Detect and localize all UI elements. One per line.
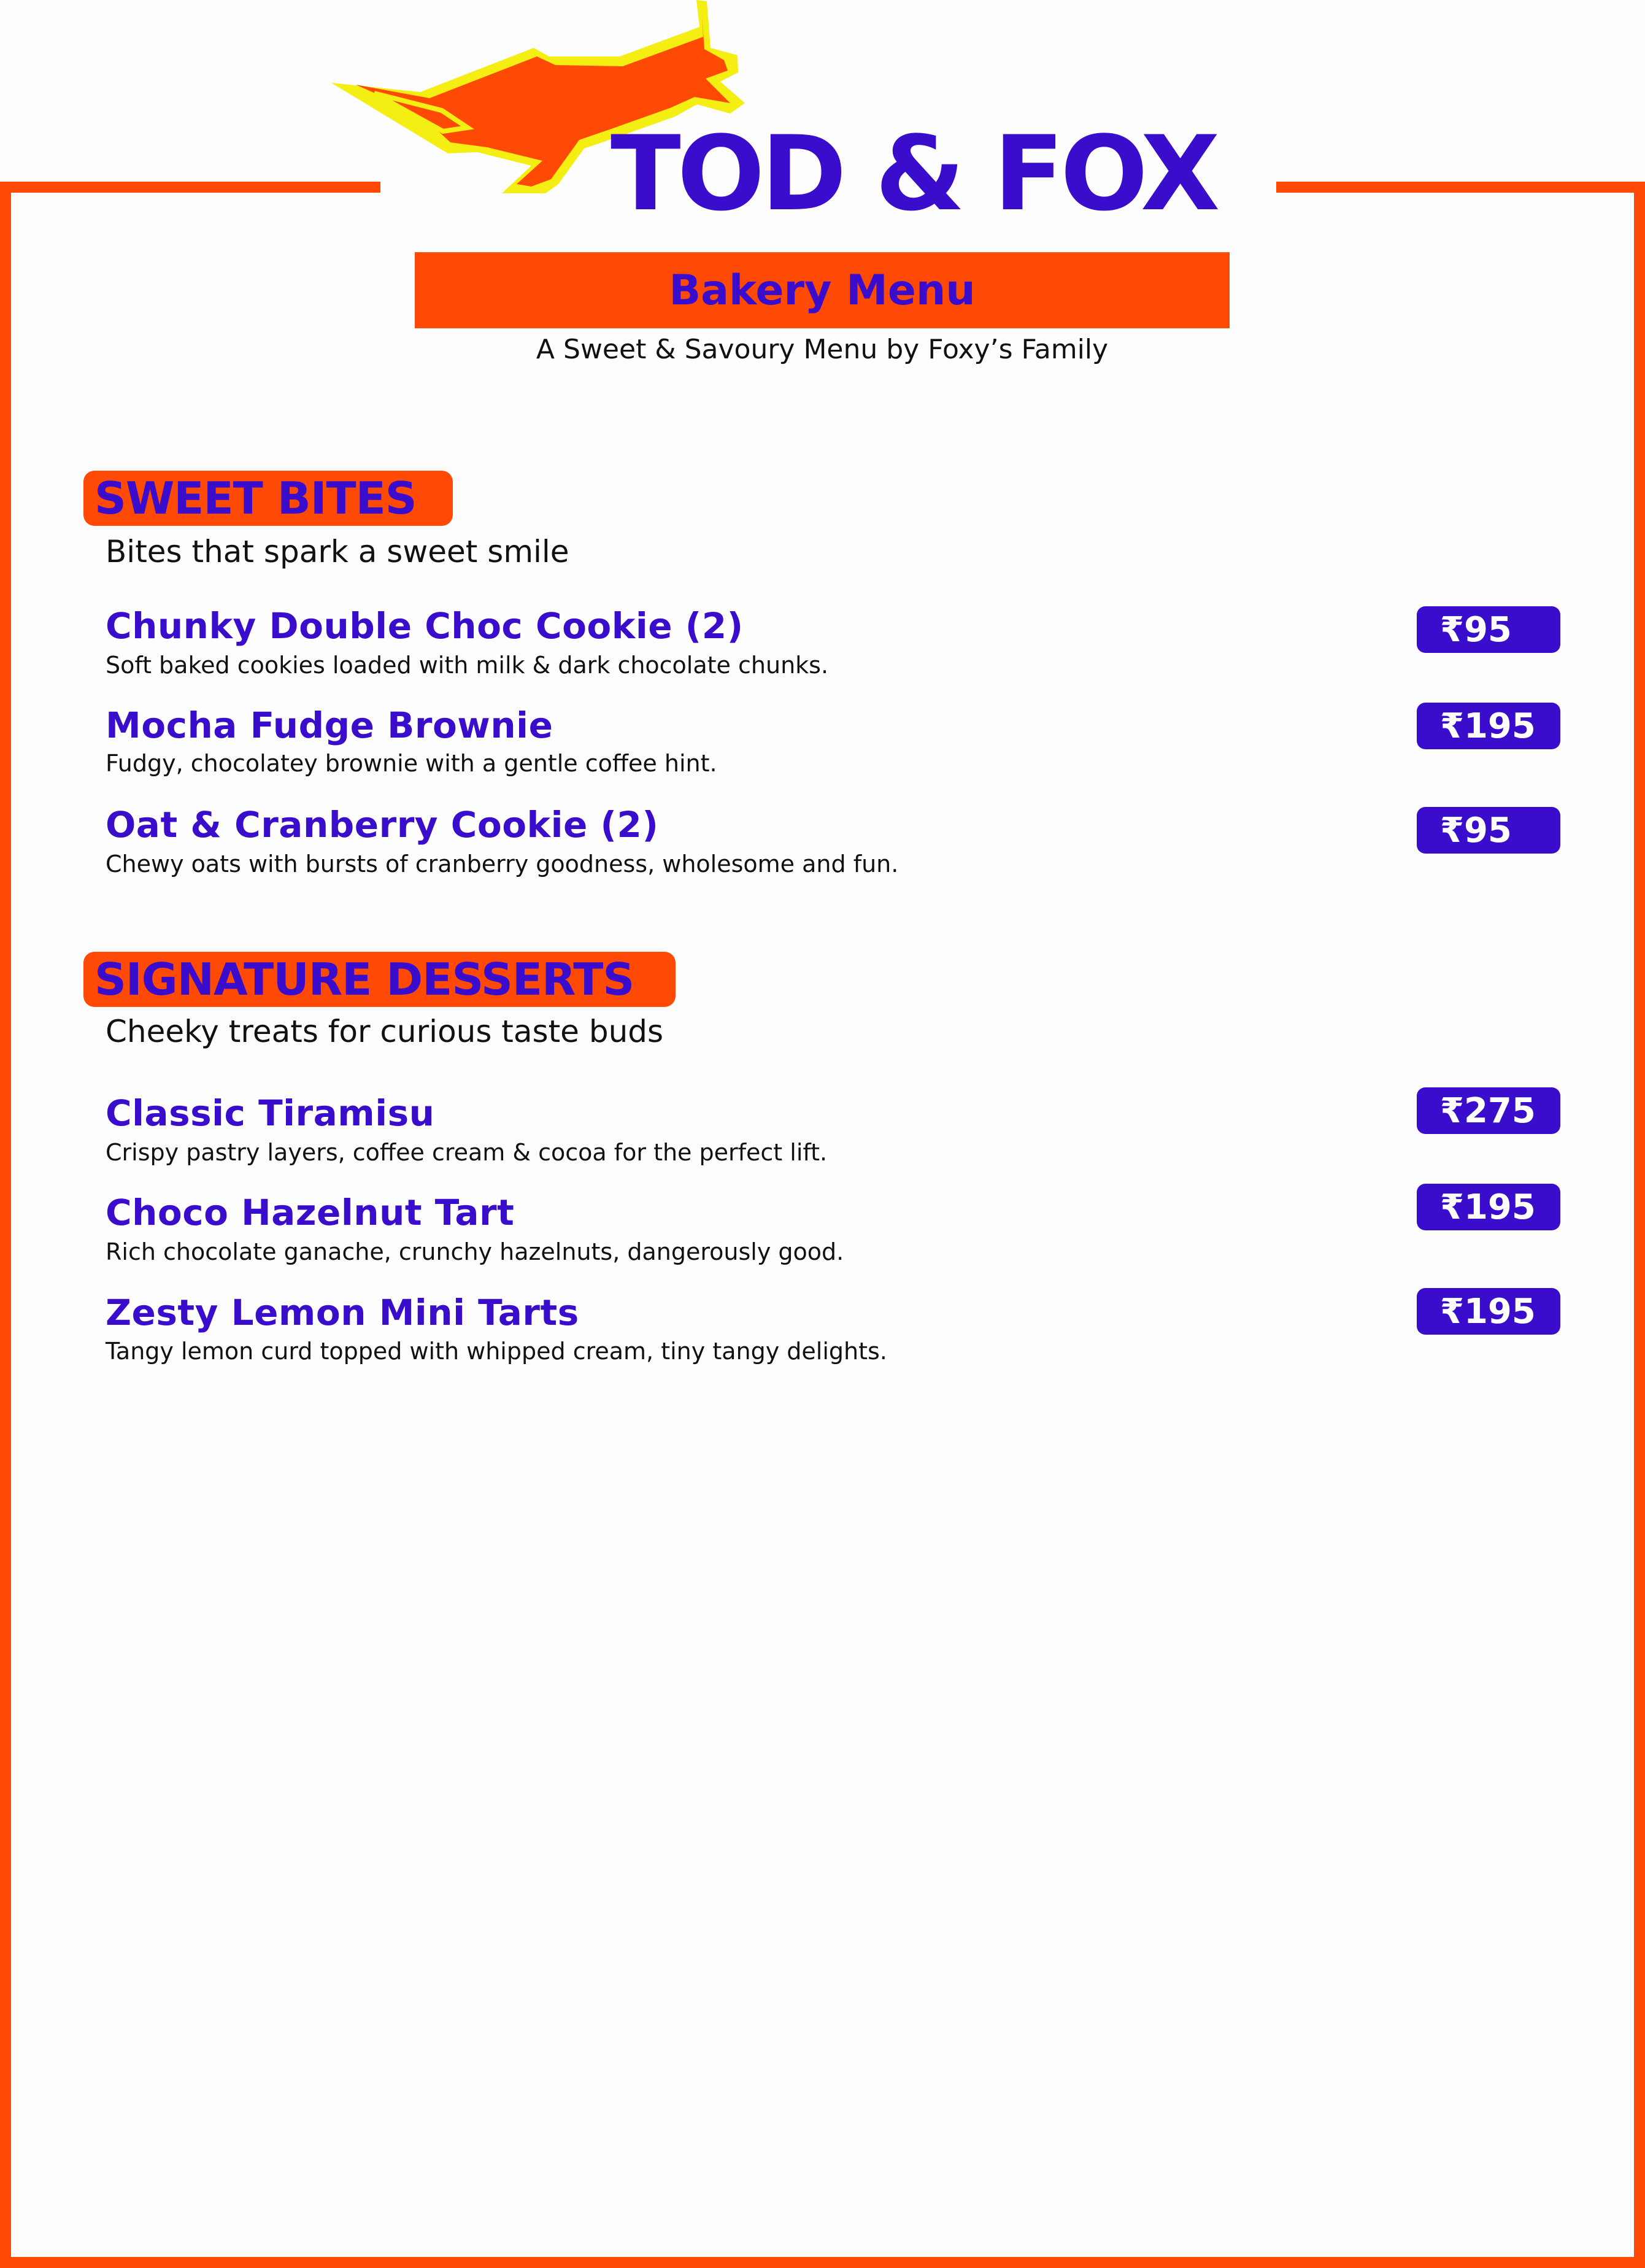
price-badge xyxy=(1417,606,1560,653)
price-value: ₹195 xyxy=(1440,1291,1536,1332)
menu-item-name: Classic Tiramisu xyxy=(106,1092,435,1134)
menu-item-description: Fudgy, chocolatey brownie with a gentle coffee hint. xyxy=(106,750,717,777)
price-value: ₹195 xyxy=(1440,706,1536,746)
menu-item-description: Tangy lemon curd topped with whipped cream, tiny tangy delights. xyxy=(106,1338,887,1365)
price-badge xyxy=(1417,1288,1560,1335)
menu-item-description: Crispy pastry layers, coffee cream & cocoa for the perfect lift. xyxy=(106,1139,828,1166)
price-value: ₹275 xyxy=(1440,1090,1536,1131)
section-heading-sweet-bites xyxy=(83,471,453,526)
menu-item-name: Oat & Cranberry Cookie (2) xyxy=(106,804,659,846)
menu-item-name: Choco Hazelnut Tart xyxy=(106,1192,515,1233)
page-title: Bakery Menu xyxy=(669,266,976,315)
section-subtitle: Bites that spark a sweet smile xyxy=(106,534,569,569)
menu-item-name: Zesty Lemon Mini Tarts xyxy=(106,1292,579,1333)
section-title: SIGNATURE DESSERTS xyxy=(94,954,634,1005)
menu-title-banner xyxy=(415,252,1230,328)
price-value: ₹95 xyxy=(1440,810,1512,850)
menu-item-name: Mocha Fudge Brownie xyxy=(106,704,553,746)
section-heading-signature-desserts xyxy=(83,952,676,1007)
menu-item-description: Chewy oats with bursts of cranberry goodness, wholesome and fun. xyxy=(106,850,899,878)
menu-item-description: Rich chocolate ganache, crunchy hazelnuts, dangerously good. xyxy=(106,1238,844,1265)
price-badge xyxy=(1417,807,1560,854)
price-badge xyxy=(1417,703,1560,749)
section-title: SWEET BITES xyxy=(94,472,417,524)
menu-item-description: Soft baked cookies loaded with milk & dark chocolate chunks. xyxy=(106,652,829,679)
price-badge xyxy=(1417,1184,1560,1230)
brand-wordmark: TOD & FOX xyxy=(611,114,1217,234)
price-value: ₹195 xyxy=(1440,1187,1536,1227)
price-value: ₹95 xyxy=(1440,609,1512,650)
section-subtitle: Cheeky treats for curious taste buds xyxy=(106,1014,664,1049)
price-badge xyxy=(1417,1087,1560,1134)
menu-item-name: Chunky Double Choc Cookie (2) xyxy=(106,605,744,647)
menu-tagline: A Sweet & Savoury Menu by Foxy’s Family xyxy=(536,334,1109,365)
